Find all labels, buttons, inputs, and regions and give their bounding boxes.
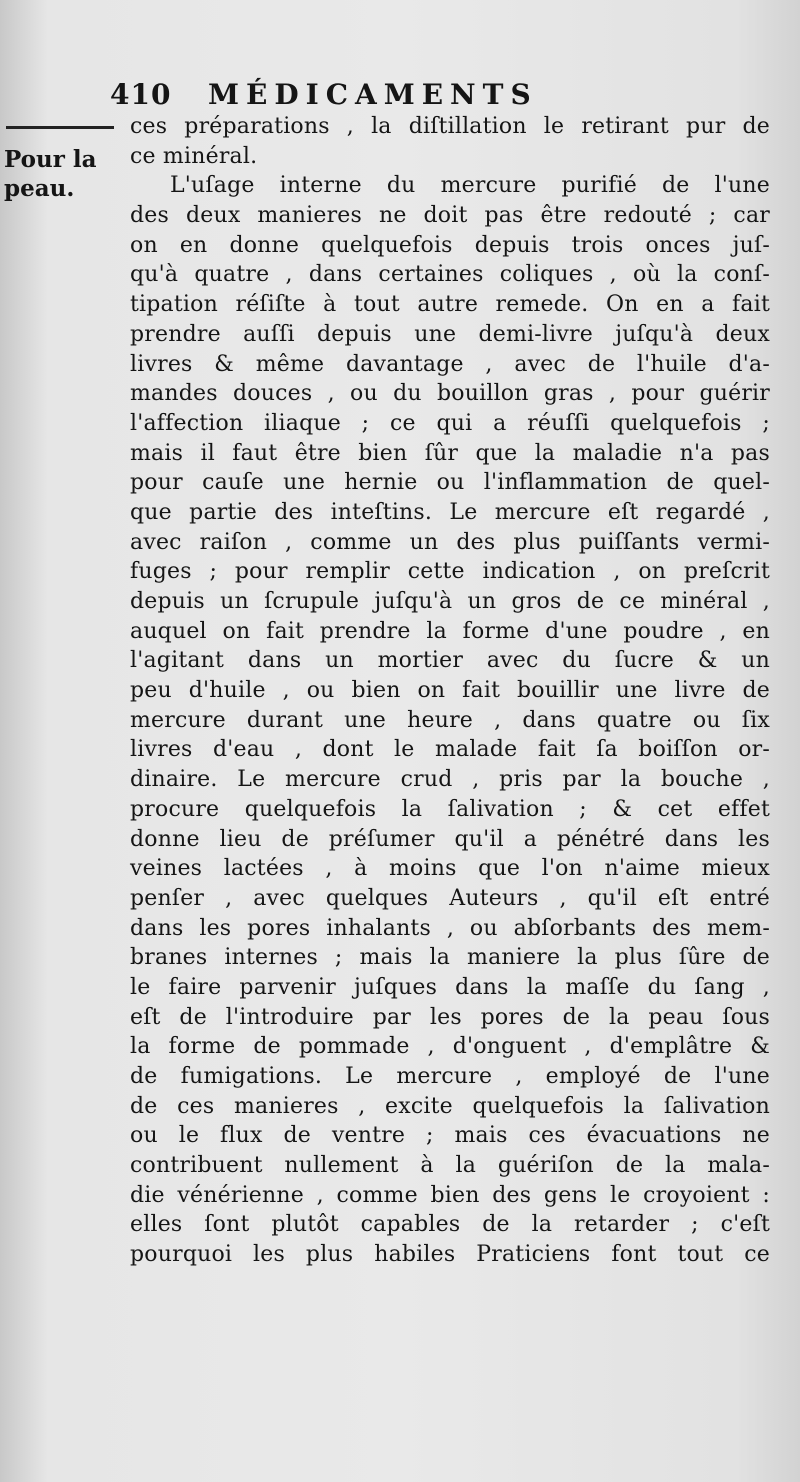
text-line: mais il faut être bien ſûr que la maladie n'a pas [130,440,770,466]
text-line: la forme de pommade , d'onguent , d'emplâtre & [130,1034,770,1060]
text-line: que partie des inteſtins. Le mercure eſt regardé , [130,499,770,525]
text-line: prendre auſſi depuis une demi-livre juſqu'à deux [130,321,770,347]
text-line: branes internes ; mais la maniere la plus ſûre de [130,945,770,971]
text-line: de fumigations. Le mercure , employé de l'une [130,1064,770,1089]
text-line: tipation réſiſte à tout autre remede. On en a fait [130,292,770,318]
text-line: l'affection iliaque ; ce qui a réuſſi quelquefois ; [130,410,770,436]
text-line: dans les pores inhalants , ou abſorbants des mem- [130,915,770,941]
text-line: l'agitant dans un mortier avec du ſucre & un [130,648,770,674]
text-line: livres d'eau , dont le malade fait ſa boiſſon or- [130,737,770,763]
text-line: ce minéral. [130,143,258,169]
text-line: de ces manieres , excite quelquefois la ſalivation [130,1093,770,1119]
text-line: mandes douces , ou du bouillon gras , pour guérir [130,381,770,407]
margin-rule [6,126,114,129]
text-line: le faire parvenir juſques dans la maſſe du ſang , [130,974,770,1000]
text-line: on en donne quelquefois depuis trois onces juſ- [130,232,770,258]
text-line: avec raiſon , comme un des plus puiſſants vermi- [130,529,770,555]
margin-note-peau: peau. [4,175,75,202]
body-text [130,112,770,1270]
text-line: qu'à quatre , dans certaines coliques , où la conſ- [130,262,770,288]
text-line: pour cauſe une hernie ou l'inflammation de quel- [130,470,770,496]
text-line: peu d'huile , ou bien on fait bouillir une livre de [130,678,770,704]
text-line: dinaire. Le mercure crud , pris par la bouche , [130,767,770,793]
page-number: 410 [110,78,172,111]
text-line: die vénérienne , comme bien des gens le croyoient : [130,1182,770,1208]
text-line: livres & même davantage , avec de l'huile d'a- [130,351,770,377]
text-line: pourquoi les plus habiles Praticiens font tout ce [130,1242,770,1268]
text-line: elles ſont plutôt capables de la retarder ; c'eſt [130,1212,770,1238]
text-line: mercure durant une heure , dans quatre ou ſix [130,707,770,733]
text-line: L'uſage interne du mercure purifié de l'une [170,173,770,199]
text-line: des deux manieres ne doit pas être redouté ; car [130,203,770,229]
text-line: eſt de l'introduire par les pores de la peau ſous [130,1004,770,1030]
text-line: ces préparations , la diſtillation le retirant pur de [130,114,770,139]
text-line: contribuent nullement à la guériſon de la mala- [130,1153,770,1179]
text-line: donne lieu de préſumer qu'il a pénétré dans les [130,826,770,852]
text-line: depuis un ſcrupule juſqu'à un gros de ce minéral , [130,589,770,614]
margin-note-pour-la: Pour la [4,146,97,173]
text-line: ou le flux de ventre ; mais ces évacuations ne [130,1123,770,1149]
text-line: fuges ; pour remplir cette indication , on preſcrit [130,559,770,585]
text-line: procure quelquefois la ſalivation ; & cet effet [130,796,770,822]
running-title: MÉDICAMENTS [208,78,538,111]
text-line: veines lactées , à moins que l'on n'aime mieux [130,856,770,882]
text-line: penſer , avec quelques Auteurs , qu'il eſt entré [130,885,770,911]
text-line: auquel on fait prendre la forme d'une poudre , en [130,618,770,644]
